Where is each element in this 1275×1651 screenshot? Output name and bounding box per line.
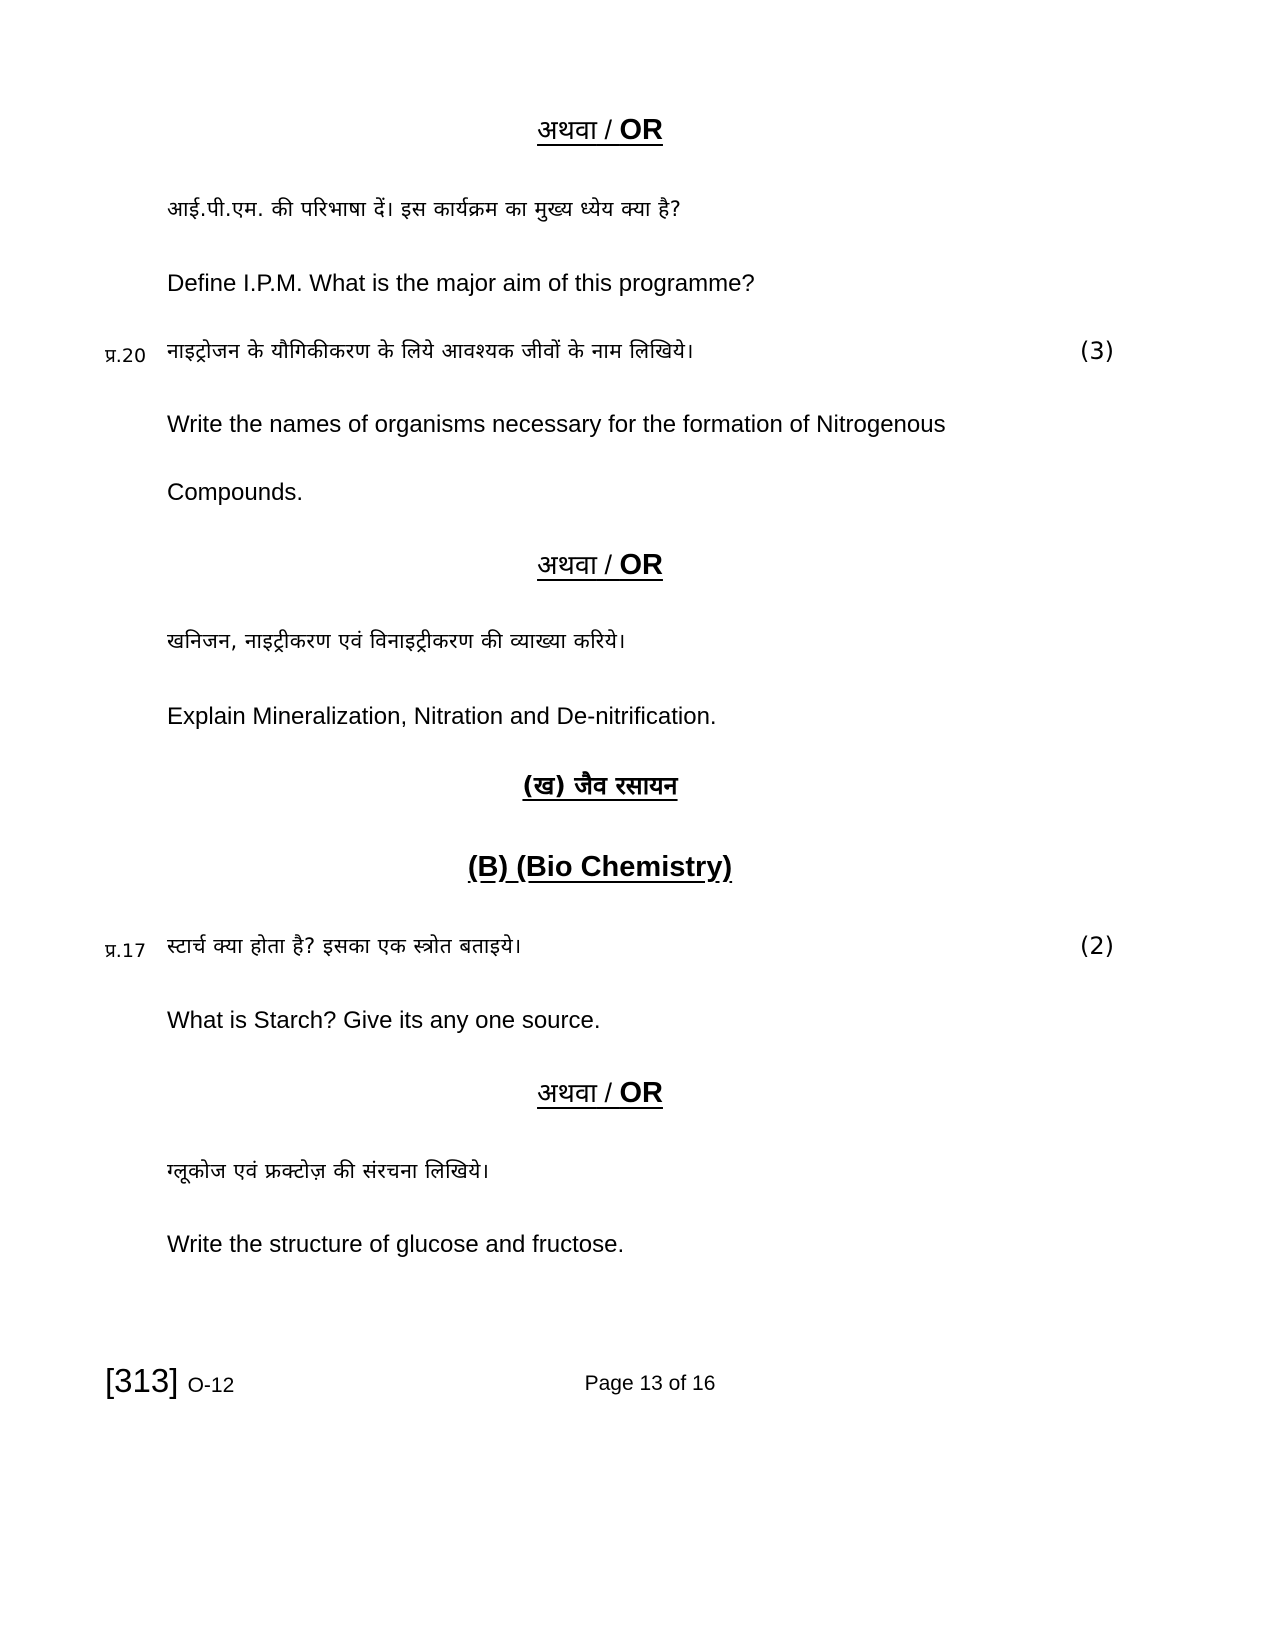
q20-english-line2: Compounds. xyxy=(167,479,304,506)
or-heading xyxy=(0,545,1200,582)
mineral-question-english: Explain Mineralization, Nitration and De-nitrification. xyxy=(167,703,717,730)
q17-english: What is Starch? Give its any one source. xyxy=(167,1007,601,1034)
page-number: Page 13 of 16 xyxy=(584,1372,716,1395)
or-separator: / xyxy=(596,550,620,580)
or-hindi: अथवा xyxy=(537,1078,597,1108)
glucose-question-english: Write the structure of glucose and fructose. xyxy=(167,1231,625,1258)
q20-marks: (3) xyxy=(1080,337,1114,365)
section-heading-english: (B) (Bio Chemistry) xyxy=(467,851,733,883)
or-heading xyxy=(0,110,1200,147)
q20-hindi: नाइट्रोजन के यौगिकीकरण के लिये आवश्यक जीवों के नाम लिखिये। xyxy=(167,339,694,363)
q17-marks: (2) xyxy=(1080,932,1114,960)
or-hindi: अथवा xyxy=(537,550,597,580)
or-separator: / xyxy=(596,1078,620,1108)
or-heading xyxy=(0,1073,1200,1110)
or-english: OR xyxy=(619,1077,663,1109)
ipm-question-english: Define I.P.M. What is the major aim of this programme? xyxy=(167,270,755,297)
section-heading-hindi: (ख) जैव रसायन xyxy=(522,771,678,800)
or-hindi: अथवा xyxy=(537,115,597,145)
glucose-question-hindi: ग्लूकोज एवं फ्रक्टोज़ की संरचना लिखिये। xyxy=(167,1159,490,1183)
q20-english-line1: Write the names of organisms necessary for the formation of Nitrogenous xyxy=(167,411,946,438)
paper-code-number: [313] xyxy=(105,1362,179,1399)
q17-hindi: स्टार्च क्या होता है? इसका एक स्त्रोत बताइये। xyxy=(167,934,522,958)
question-number: प्र.20 xyxy=(105,345,147,367)
or-english: OR xyxy=(619,114,663,146)
ipm-question-hindi: आई.पी.एम. की परिभाषा दें। इस कार्यक्रम का मुख्य ध्येय क्या है? xyxy=(167,197,682,221)
mineral-question-hindi: खनिजन, नाइट्रीकरण एवं विनाइट्रीकरण की व्याख्या करिये। xyxy=(167,629,626,653)
or-separator: / xyxy=(596,115,620,145)
question-number: प्र.17 xyxy=(105,940,147,962)
paper-subcode: O-12 xyxy=(187,1374,235,1397)
or-english: OR xyxy=(619,549,663,581)
